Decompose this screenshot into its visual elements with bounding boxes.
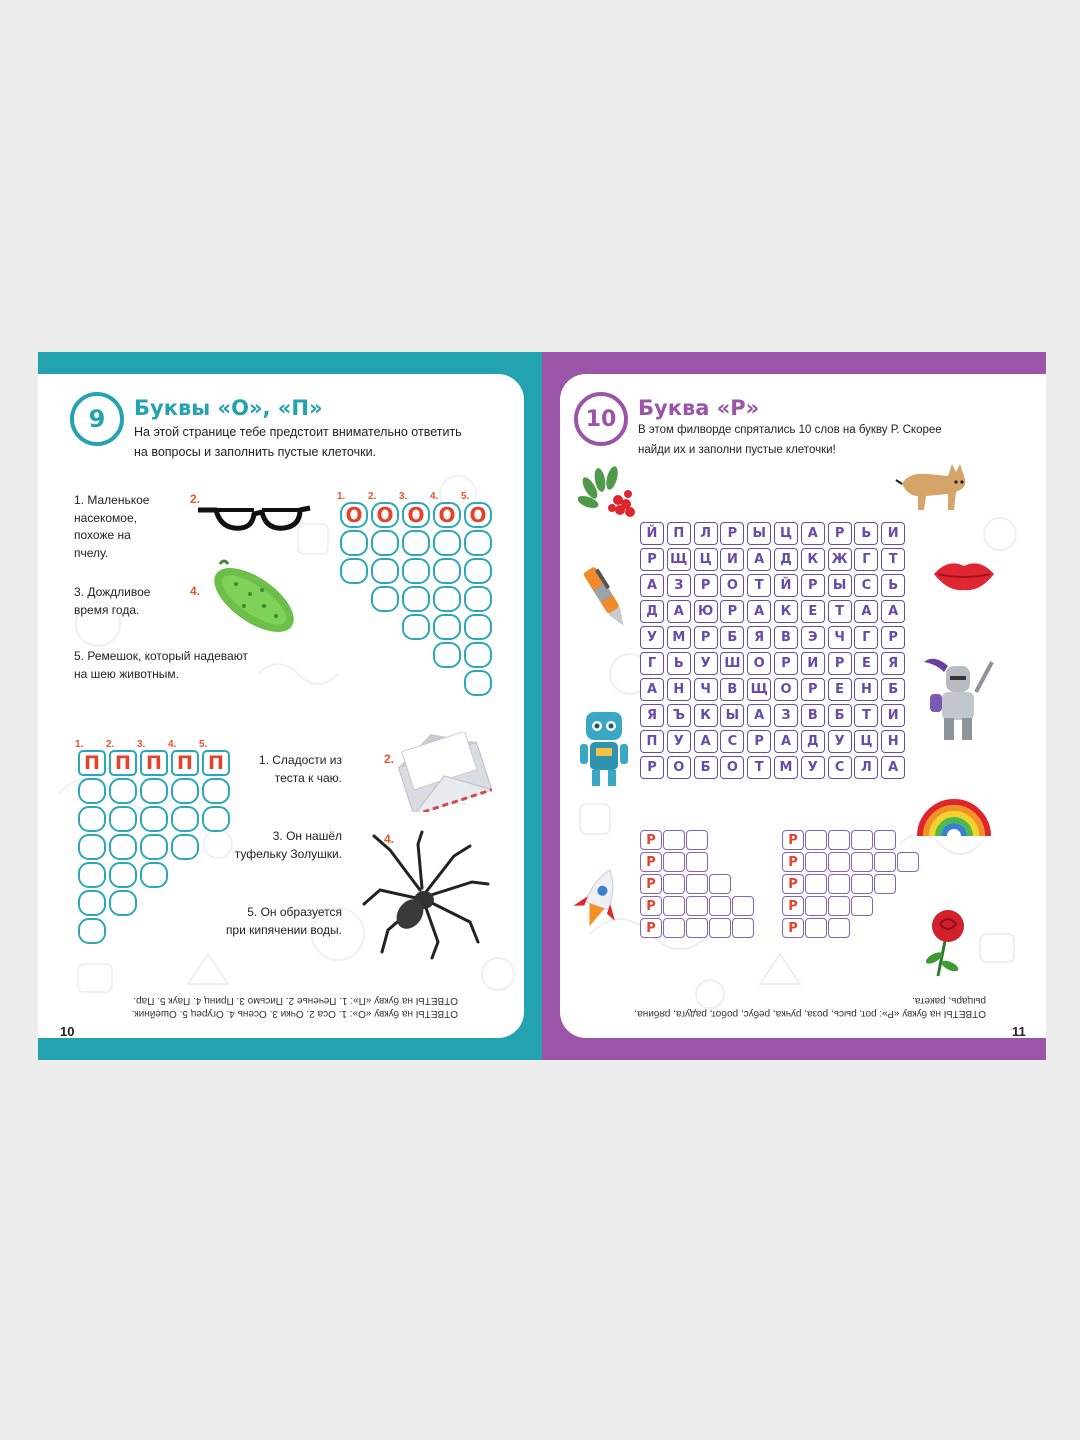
grid-letter[interactable]: Ы bbox=[720, 704, 744, 727]
grid-letter[interactable]: Р bbox=[828, 522, 852, 545]
grid-letter[interactable]: У bbox=[828, 730, 852, 753]
picture-number-4: 4. bbox=[190, 584, 201, 598]
text-line: 3. Дождливое bbox=[74, 585, 151, 599]
grid-letter[interactable]: Р bbox=[881, 626, 905, 649]
knight-icon bbox=[920, 652, 996, 744]
answer-cell[interactable] bbox=[464, 530, 492, 556]
grid-letter[interactable]: К bbox=[774, 600, 798, 623]
grid-letter[interactable]: А bbox=[747, 600, 771, 623]
letter-cell: Р bbox=[782, 874, 804, 894]
grid-letter[interactable]: Ю bbox=[694, 600, 718, 623]
answer-cell[interactable] bbox=[828, 830, 850, 850]
column-number: 4. bbox=[168, 739, 177, 750]
answer-cell[interactable] bbox=[402, 530, 430, 556]
page-title: Буква «Р» bbox=[638, 396, 760, 420]
answer-cell[interactable] bbox=[109, 778, 137, 804]
question-p-5 bbox=[210, 904, 342, 939]
answer-cell[interactable] bbox=[828, 896, 850, 916]
grid-letter[interactable]: Л bbox=[854, 756, 878, 779]
grid-letter[interactable]: Щ bbox=[667, 548, 691, 571]
grid-letter[interactable]: А bbox=[640, 678, 664, 701]
answer-cell[interactable] bbox=[732, 918, 754, 938]
grid-letter[interactable]: Н bbox=[667, 678, 691, 701]
exercise-number-badge bbox=[574, 392, 628, 446]
grid-letter[interactable]: А bbox=[694, 730, 718, 753]
grid-letter[interactable]: И bbox=[801, 652, 825, 675]
grid-letter[interactable]: Г bbox=[854, 626, 878, 649]
grid-letter[interactable]: К bbox=[694, 704, 718, 727]
answer-cell[interactable] bbox=[828, 918, 850, 938]
text-line: 5. Ремешок, который надевают bbox=[74, 649, 248, 663]
grid-letter[interactable]: А bbox=[801, 522, 825, 545]
answer-cell[interactable] bbox=[433, 614, 461, 640]
grid-letter[interactable]: Т bbox=[747, 574, 771, 597]
grid-letter[interactable]: О bbox=[720, 574, 744, 597]
answer-cell[interactable] bbox=[433, 642, 461, 668]
grid-letter[interactable]: Й bbox=[640, 522, 664, 545]
grid-letter[interactable]: А bbox=[881, 600, 905, 623]
letter-cell: П bbox=[202, 750, 230, 776]
answer-cell[interactable] bbox=[78, 918, 106, 944]
column-number: 2. bbox=[106, 739, 115, 750]
letter-cell: О bbox=[464, 502, 492, 528]
grid-letter[interactable]: Ц bbox=[694, 548, 718, 571]
grid-letter[interactable]: Р bbox=[747, 730, 771, 753]
answer-cell[interactable] bbox=[340, 530, 368, 556]
grid-letter[interactable]: Э bbox=[801, 626, 825, 649]
answer-cell[interactable] bbox=[171, 806, 199, 832]
grid-letter[interactable]: Д bbox=[801, 730, 825, 753]
answer-cell[interactable] bbox=[202, 778, 230, 804]
grid-letter[interactable]: Р bbox=[801, 574, 825, 597]
exercise-number-badge bbox=[70, 392, 124, 446]
column-number: 3. bbox=[137, 739, 146, 750]
grid-letter[interactable]: Г bbox=[854, 548, 878, 571]
column-number: 1. bbox=[337, 491, 346, 502]
answer-cell[interactable] bbox=[140, 862, 168, 888]
answer-cell[interactable] bbox=[140, 806, 168, 832]
grid-letter[interactable]: Р bbox=[720, 600, 744, 623]
grid-letter[interactable]: А bbox=[854, 600, 878, 623]
grid-letter[interactable]: Ц bbox=[854, 730, 878, 753]
answers-line: рыцарь, ракета. bbox=[911, 995, 986, 1006]
answer-cell[interactable] bbox=[78, 834, 106, 860]
grid-letter[interactable]: А bbox=[667, 600, 691, 623]
grid-letter[interactable]: У bbox=[640, 626, 664, 649]
grid-letter[interactable]: Ы bbox=[828, 574, 852, 597]
grid-letter[interactable]: Р bbox=[640, 548, 664, 571]
grid-letter[interactable]: У bbox=[694, 652, 718, 675]
answer-cell[interactable] bbox=[140, 834, 168, 860]
letter-cell: Р bbox=[782, 852, 804, 872]
grid-letter[interactable]: Н bbox=[881, 730, 905, 753]
grid-letter[interactable]: П bbox=[667, 522, 691, 545]
intro-line-1: На этой странице тебе предстоит внимательно ответить bbox=[134, 425, 462, 439]
letter-cell: Р bbox=[640, 874, 662, 894]
answer-cell[interactable] bbox=[433, 530, 461, 556]
grid-letter[interactable]: Г bbox=[640, 652, 664, 675]
grid-letter[interactable]: Е bbox=[854, 652, 878, 675]
grid-letter[interactable]: И bbox=[720, 548, 744, 571]
answer-cell[interactable] bbox=[340, 558, 368, 584]
envelope-icon bbox=[394, 732, 492, 812]
answer-cell[interactable] bbox=[828, 852, 850, 872]
letter-cell: Р bbox=[782, 896, 804, 916]
grid-letter[interactable]: Ч bbox=[828, 626, 852, 649]
question-o-1 bbox=[74, 492, 149, 562]
page-title: Буквы «О», «П» bbox=[134, 396, 323, 420]
grid-letter[interactable]: А bbox=[881, 756, 905, 779]
grid-letter[interactable]: О bbox=[720, 756, 744, 779]
grid-letter[interactable]: Т bbox=[854, 704, 878, 727]
letter-cell: П bbox=[109, 750, 137, 776]
answer-cell[interactable] bbox=[464, 586, 492, 612]
cucumber-icon bbox=[206, 554, 300, 636]
pen-icon bbox=[582, 560, 634, 638]
grid-letter[interactable]: Й bbox=[774, 574, 798, 597]
answer-cell[interactable] bbox=[874, 874, 896, 894]
page-number: 10 bbox=[60, 1024, 75, 1039]
grid-letter[interactable]: В bbox=[774, 626, 798, 649]
grid-letter[interactable]: Ш bbox=[720, 652, 744, 675]
column-number: 3. bbox=[399, 491, 408, 502]
grid-letter[interactable]: Н bbox=[854, 678, 878, 701]
grid-letter[interactable]: У bbox=[801, 756, 825, 779]
text-line: 1. Сладости из bbox=[258, 753, 342, 767]
grid-letter[interactable]: А bbox=[640, 574, 664, 597]
text-line: на шею животным. bbox=[74, 666, 179, 681]
grid-letter[interactable]: Т bbox=[828, 600, 852, 623]
text-line: 5. Он образуется bbox=[247, 905, 342, 919]
grid-letter[interactable]: Е bbox=[801, 600, 825, 623]
grid-letter[interactable]: Б bbox=[881, 678, 905, 701]
answer-cell[interactable] bbox=[464, 614, 492, 640]
rowan-icon bbox=[578, 466, 642, 520]
text-line: время года. bbox=[74, 602, 140, 617]
badge-number: 10 bbox=[585, 406, 617, 432]
glasses-icon bbox=[196, 496, 312, 536]
question-p-3 bbox=[220, 828, 342, 863]
grid-letter[interactable]: А bbox=[747, 704, 771, 727]
grid-letter[interactable]: Ц bbox=[774, 522, 798, 545]
rose-icon bbox=[912, 906, 978, 982]
grid-letter[interactable]: А bbox=[774, 730, 798, 753]
answer-cell[interactable] bbox=[897, 852, 919, 872]
intro-line-1: В этом филворде спрятались 10 слов на букву Р. Скорее bbox=[638, 424, 942, 436]
answer-cell[interactable] bbox=[78, 778, 106, 804]
grid-letter[interactable]: П bbox=[640, 730, 664, 753]
answer-cell[interactable] bbox=[709, 874, 731, 894]
grid-letter[interactable]: Б bbox=[828, 704, 852, 727]
picture-number-2: 2. bbox=[190, 492, 201, 506]
answer-cell[interactable] bbox=[663, 896, 685, 916]
grid-letter[interactable]: Ъ bbox=[667, 704, 691, 727]
intro-line-2: найди их и заполни пустые клеточки! bbox=[638, 444, 836, 456]
grid-letter[interactable]: З bbox=[774, 704, 798, 727]
answer-cell[interactable] bbox=[78, 862, 106, 888]
letter-cell: О bbox=[433, 502, 461, 528]
answer-cell[interactable] bbox=[371, 558, 399, 584]
grid-letter[interactable]: Р bbox=[720, 522, 744, 545]
grid-letter[interactable]: Б bbox=[694, 756, 718, 779]
grid-letter[interactable]: Ж bbox=[828, 548, 852, 571]
letter-cell: Р bbox=[640, 852, 662, 872]
answer-cell[interactable] bbox=[851, 896, 873, 916]
grid-letter[interactable]: М bbox=[667, 626, 691, 649]
question-o-3 bbox=[74, 584, 150, 619]
answer-cell[interactable] bbox=[109, 806, 137, 832]
grid-letter[interactable]: О bbox=[667, 756, 691, 779]
answer-cell[interactable] bbox=[686, 896, 708, 916]
grid-letter[interactable]: М bbox=[774, 756, 798, 779]
answer-cell[interactable] bbox=[140, 778, 168, 804]
answer-cell[interactable] bbox=[464, 642, 492, 668]
text-line: при кипячении воды. bbox=[225, 922, 342, 937]
grid-letter[interactable]: С bbox=[828, 756, 852, 779]
letter-cell: Р bbox=[782, 830, 804, 850]
answers-block bbox=[86, 994, 458, 1020]
answer-cell[interactable] bbox=[851, 830, 873, 850]
letter-cell: Р bbox=[640, 918, 662, 938]
answer-cell[interactable] bbox=[433, 558, 461, 584]
grid-letter[interactable]: У bbox=[667, 730, 691, 753]
letter-cell: П bbox=[78, 750, 106, 776]
answer-cell[interactable] bbox=[402, 586, 430, 612]
answer-cell[interactable] bbox=[402, 558, 430, 584]
grid-letter[interactable]: Ы bbox=[747, 522, 771, 545]
answer-cell[interactable] bbox=[828, 874, 850, 894]
lips-icon bbox=[932, 554, 996, 594]
answer-cell[interactable] bbox=[78, 890, 106, 916]
intro-line-2: на вопросы и заполнить пустые клеточки. bbox=[134, 445, 377, 459]
answers-line: ОТВЕТЫ на букву «Р»: рот, рысь, роза, ручка, ребус, робот, радуга, рябина, bbox=[634, 1008, 986, 1019]
answers-block bbox=[594, 994, 986, 1020]
answer-cell[interactable] bbox=[109, 834, 137, 860]
question-o-5 bbox=[74, 648, 248, 683]
grid-letter[interactable]: Я bbox=[747, 626, 771, 649]
answer-cell[interactable] bbox=[171, 778, 199, 804]
grid-letter[interactable]: Р bbox=[828, 652, 852, 675]
badge-number: 9 bbox=[88, 405, 106, 433]
robot-icon bbox=[578, 706, 630, 792]
grid-letter[interactable]: И bbox=[881, 704, 905, 727]
text-line: 1. Маленькое bbox=[74, 493, 150, 507]
answer-cell[interactable] bbox=[371, 530, 399, 556]
answer-cell[interactable] bbox=[78, 806, 106, 832]
answer-cell[interactable] bbox=[109, 862, 137, 888]
letter-cell: О bbox=[402, 502, 430, 528]
grid-letter[interactable]: И bbox=[881, 522, 905, 545]
answer-cell[interactable] bbox=[663, 918, 685, 938]
answer-cell[interactable] bbox=[686, 918, 708, 938]
page-number: 11 bbox=[1012, 1024, 1026, 1039]
text-line: похоже на bbox=[74, 528, 131, 542]
answer-cell[interactable] bbox=[805, 896, 827, 916]
grid-letter[interactable]: Т bbox=[881, 548, 905, 571]
grid-letter[interactable]: Е bbox=[828, 678, 852, 701]
letter-cell: О bbox=[340, 502, 368, 528]
answer-cell[interactable] bbox=[663, 852, 685, 872]
grid-letter[interactable]: Б bbox=[720, 626, 744, 649]
grid-letter[interactable]: Р bbox=[801, 678, 825, 701]
answer-cell[interactable] bbox=[371, 586, 399, 612]
column-number: 4. bbox=[430, 491, 439, 502]
answer-cell[interactable] bbox=[805, 852, 827, 872]
letter-cell: Р bbox=[640, 896, 662, 916]
answer-cell[interactable] bbox=[709, 918, 731, 938]
spider-icon bbox=[360, 830, 492, 960]
letter-cell: П bbox=[140, 750, 168, 776]
grid-letter[interactable]: С bbox=[854, 574, 878, 597]
grid-letter[interactable]: Ь bbox=[854, 522, 878, 545]
grid-letter[interactable]: С bbox=[720, 730, 744, 753]
grid-letter[interactable]: Ч bbox=[694, 678, 718, 701]
answer-cell[interactable] bbox=[433, 586, 461, 612]
letter-cell: Р bbox=[640, 830, 662, 850]
answers-line: ОТВЕТЫ на букву «О»: 1. Оса 2. Очки 3. Осень 4. Огурец 5. Ошейник. bbox=[131, 1008, 458, 1019]
column-number: 1. bbox=[75, 739, 84, 750]
grid-letter[interactable]: Щ bbox=[747, 678, 771, 701]
letter-cell: Р bbox=[782, 918, 804, 938]
column-number: 2. bbox=[368, 491, 377, 502]
answer-cell[interactable] bbox=[686, 852, 708, 872]
answers-line: ОТВЕТЫ на букву «П»: 1. Печенье 2. Письмо 3. Принц 4. Паук 5. Пар. bbox=[133, 995, 458, 1006]
answer-cell[interactable] bbox=[109, 890, 137, 916]
answer-cell[interactable] bbox=[663, 830, 685, 850]
grid-letter[interactable]: З bbox=[667, 574, 691, 597]
grid-letter[interactable]: О bbox=[747, 652, 771, 675]
grid-letter[interactable]: В bbox=[801, 704, 825, 727]
picture-number-2: 2. bbox=[384, 752, 395, 766]
grid-letter[interactable]: К bbox=[801, 548, 825, 571]
text-line: пчелу. bbox=[74, 545, 109, 560]
answer-cell[interactable] bbox=[402, 614, 430, 640]
rocket-icon bbox=[570, 866, 626, 940]
rainbow-icon bbox=[914, 790, 994, 840]
answer-cell[interactable] bbox=[805, 874, 827, 894]
answer-cell[interactable] bbox=[805, 830, 827, 850]
answer-cell[interactable] bbox=[464, 558, 492, 584]
grid-letter[interactable]: В bbox=[720, 678, 744, 701]
text-line: туфельку Золушки. bbox=[234, 846, 342, 861]
grid-letter[interactable]: Д bbox=[774, 548, 798, 571]
picture-number-4: 4. bbox=[384, 832, 395, 846]
lynx-icon bbox=[894, 454, 974, 514]
answer-cell[interactable] bbox=[851, 852, 873, 872]
column-number: 5. bbox=[199, 739, 208, 750]
grid-letter[interactable]: Ь bbox=[881, 574, 905, 597]
grid-letter[interactable]: Л bbox=[694, 522, 718, 545]
column-number: 5. bbox=[461, 491, 470, 502]
letter-cell: О bbox=[371, 502, 399, 528]
grid-letter[interactable]: Я bbox=[640, 704, 664, 727]
question-p-1 bbox=[240, 752, 342, 787]
answer-cell[interactable] bbox=[171, 834, 199, 860]
answer-cell[interactable] bbox=[464, 670, 492, 696]
answer-cell[interactable] bbox=[874, 830, 896, 850]
answer-cell[interactable] bbox=[851, 874, 873, 894]
answer-cell[interactable] bbox=[686, 830, 708, 850]
grid-letter[interactable]: Р bbox=[694, 574, 718, 597]
grid-letter[interactable]: Д bbox=[640, 600, 664, 623]
text-line: теста к чаю. bbox=[274, 770, 342, 785]
text-line: 3. Он нашёл bbox=[272, 829, 342, 843]
grid-letter[interactable]: Т bbox=[747, 756, 771, 779]
text-line: насекомое, bbox=[74, 510, 137, 525]
answer-cell[interactable] bbox=[686, 874, 708, 894]
letter-cell: П bbox=[171, 750, 199, 776]
grid-letter[interactable]: А bbox=[747, 548, 771, 571]
grid-letter[interactable]: Р bbox=[640, 756, 664, 779]
grid-letter[interactable]: Р bbox=[694, 626, 718, 649]
answer-cell[interactable] bbox=[709, 896, 731, 916]
answer-cell[interactable] bbox=[732, 896, 754, 916]
grid-letter[interactable]: Ь bbox=[667, 652, 691, 675]
answer-cell[interactable] bbox=[663, 874, 685, 894]
grid-letter[interactable]: Р bbox=[774, 652, 798, 675]
answer-cell[interactable] bbox=[805, 918, 827, 938]
grid-letter[interactable]: Я bbox=[881, 652, 905, 675]
grid-letter[interactable]: О bbox=[774, 678, 798, 701]
answer-cell[interactable] bbox=[874, 852, 896, 872]
